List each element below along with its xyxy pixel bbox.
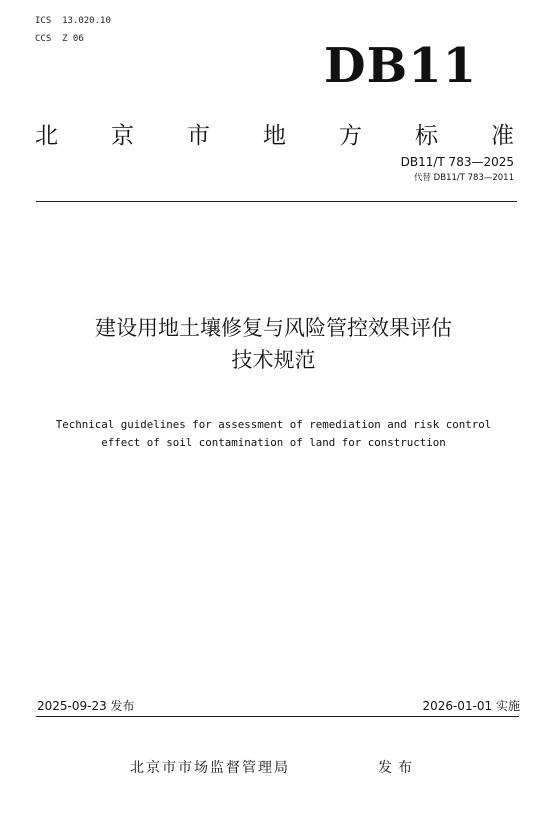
standard-type-char: 方 [339,123,362,149]
chinese-title [0,312,547,376]
standard-type-char: 市 [187,123,210,149]
standard-type-heading [35,118,514,154]
replaces-standard: 代替 DB11/T 783—2011 [413,173,514,183]
standard-type-char: 地 [263,123,286,149]
standard-type-char: 标 [415,123,438,149]
top-divider [36,201,517,202]
chinese-title-line: 建设用地土壤修复与风险管控效果评估 [95,316,452,340]
english-title-line: effect of soil contamination of land for construction [101,436,446,449]
issuing-authority: 北京市市场监督管理局 [130,760,290,776]
standard-type-char: 北 [35,123,58,149]
english-title [0,416,547,452]
issue-label: 发布 [378,760,418,776]
publish-date: 2025-09-23 发布 [37,699,135,713]
ccs-code: CCS Z 06 [35,34,84,44]
english-title-line: Technical guidelines for assessment of remediation and risk control [55,418,492,431]
standard-number: DB11/T 783—2025 [400,155,514,169]
ics-code: ICS 13.020.10 [35,16,111,26]
standard-type-char: 准 [491,123,514,149]
implementation-date: 2026-01-01 实施 [422,699,520,713]
bottom-divider [36,716,519,717]
chinese-title-line: 技术规范 [231,348,316,372]
standard-mark: DB11 [324,38,477,94]
standard-type-char: 京 [111,123,134,149]
